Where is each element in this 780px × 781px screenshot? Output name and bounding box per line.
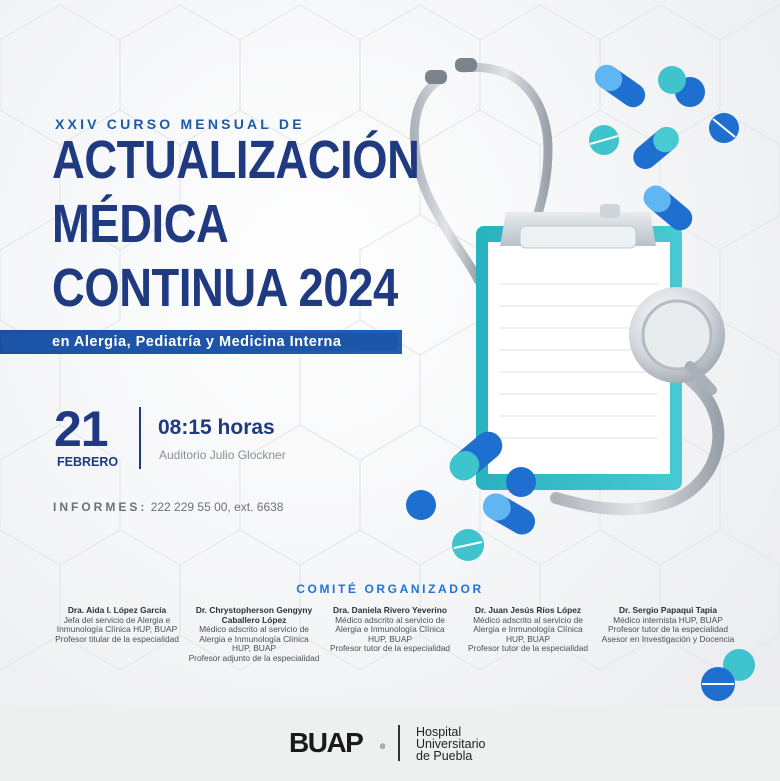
member-role-line: Médico adscrito al servicio de [199, 624, 309, 635]
member-role-line: HUP, BUAP [367, 633, 413, 644]
member-name: Dr. Juan Jesús Ríos López [474, 605, 582, 615]
committee-member [183, 606, 325, 664]
member-name-line-2: Caballero López [221, 614, 287, 625]
footer [0, 706, 780, 781]
member-role-line: Asesor en Investigación y Docencia [601, 633, 735, 644]
member-name: Dr. Sergio Papaqui Tapia [618, 605, 718, 615]
member-role-line: Profesor tutor de la especialidad [607, 624, 729, 635]
hospital-name [416, 726, 485, 762]
page-title [52, 128, 419, 320]
member-role-line: Inmunología Clínica HUP, BUAP [56, 624, 178, 635]
member-role-line: Médico adscrito al servicio de [335, 614, 445, 625]
committee-member [320, 606, 460, 654]
hospital-line: de Puebla [416, 749, 473, 763]
footer-divider [398, 725, 400, 761]
member-role-line: Profesor adjunto de la especialidad [188, 652, 320, 663]
event-day: 21 [54, 401, 108, 457]
member-name: Dr. Chrystopherson Gengyny [195, 605, 313, 615]
title-line-2: MÉDICA [52, 194, 229, 254]
committee-heading: COMITÉ ORGANIZADOR [296, 582, 484, 596]
date-divider [139, 407, 141, 469]
event-time: 08:15 horas [158, 416, 275, 439]
member-role-line: Profesor titular de la especialidad [55, 633, 179, 644]
contact-info [53, 500, 283, 514]
event-month: FEBRERO [57, 455, 119, 469]
member-role-line: HUP, BUAP [231, 643, 277, 654]
hospital-line: Universitario [416, 737, 486, 751]
specialties-text: en Alergia, Pediatría y Medicina Interna [52, 334, 342, 350]
member-name: Dra. Aida I. López García [67, 605, 167, 615]
committee-member [458, 606, 598, 654]
member-role-line: Médico internista HUP, BUAP [613, 614, 723, 625]
event-venue: Auditorio Julio Glockner [159, 448, 286, 462]
committee-member [595, 606, 741, 644]
title-line-1: ACTUALIZACIÓN [52, 130, 420, 190]
title-line-3: CONTINUA 2024 [52, 258, 398, 318]
contact-label: INFORMES: [53, 500, 148, 514]
member-role-line: HUP, BUAP [505, 633, 551, 644]
member-role-line: Profesor tutor de la especialidad [329, 643, 451, 654]
member-role-line: Jefa del servicio de Alergia e [63, 614, 171, 625]
member-role-line: Alergia e Inmunología Clínica [335, 624, 445, 635]
member-role-line: Profesor tutor de la especialidad [467, 643, 589, 654]
member-name: Dra. Daniela Rivero Yeverino [333, 605, 447, 615]
member-role-line: Alergia e Inmunología Clínica [473, 624, 583, 635]
member-role-line: Médico adscrito al servicio de [473, 614, 583, 625]
member-role-line: Alergia e Inmunología Clínica [199, 633, 309, 644]
committee-member [47, 606, 187, 644]
registered-mark: ® [380, 744, 386, 751]
contact-phone: 222 229 55 00, ext. 6638 [150, 500, 284, 514]
buap-logo: BUAP [289, 727, 363, 758]
specialties-band [0, 330, 402, 354]
hospital-line: Hospital [416, 725, 462, 739]
course-subtitle: XXIV CURSO MENSUAL DE [55, 116, 305, 132]
